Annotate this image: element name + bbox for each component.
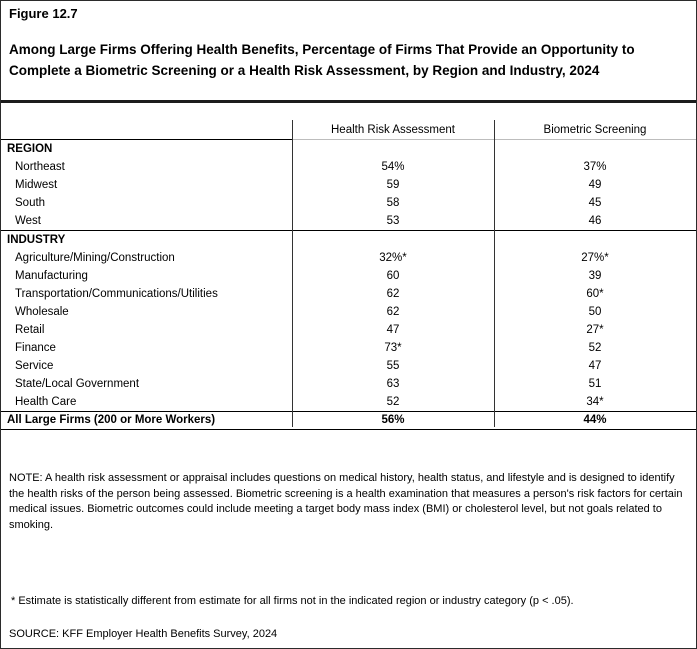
biometric-value: 39 bbox=[588, 270, 602, 282]
hra-value: 54% bbox=[381, 161, 405, 173]
hra-value: 58 bbox=[386, 197, 400, 209]
table-row-transportation-communications-utilities bbox=[1, 285, 696, 303]
table-row-manufacturing bbox=[1, 267, 696, 285]
biometric-value: 27* bbox=[586, 324, 604, 336]
total-hra-value: 56% bbox=[381, 414, 405, 426]
table-row-agriculture-mining-construction bbox=[1, 249, 696, 267]
biometric-value: 60* bbox=[586, 288, 604, 300]
table-row-wholesale bbox=[1, 303, 696, 321]
source-text: SOURCE: KFF Employer Health Benefits Survey, 2024 bbox=[9, 628, 278, 640]
total-row-all-large-firms bbox=[1, 411, 696, 430]
total-biometric-value: 44% bbox=[583, 414, 607, 426]
hra-value: 32%* bbox=[379, 252, 407, 264]
col-header-biometric-screening: Biometric Screening bbox=[494, 120, 696, 140]
biometric-value: 45 bbox=[588, 197, 602, 209]
data-table bbox=[1, 120, 696, 430]
row-label: Wholesale bbox=[15, 306, 69, 318]
figure-number: Figure 12.7 bbox=[9, 6, 78, 21]
row-label: Midwest bbox=[15, 179, 58, 191]
biometric-value: 37% bbox=[583, 161, 607, 173]
column-divider-2 bbox=[494, 120, 495, 427]
biometric-value: 47 bbox=[588, 360, 602, 372]
biometric-value: 49 bbox=[588, 179, 602, 191]
biometric-value: 51 bbox=[588, 378, 602, 390]
table-row-retail bbox=[1, 321, 696, 339]
row-label: West bbox=[15, 215, 41, 227]
hra-value: 59 bbox=[386, 179, 400, 191]
hra-value: 63 bbox=[386, 378, 400, 390]
table-row-service bbox=[1, 357, 696, 375]
row-label: Service bbox=[15, 360, 54, 372]
table-row-health-care bbox=[1, 393, 696, 411]
row-label: Transportation/Communications/Utilities bbox=[15, 288, 218, 300]
note-text: NOTE: A health risk assessment or appraisal includes questions on medical history, health status, and lifestyle and is designed to identify the health risks of the person being assessed. Biometric screening is a health examination that measures a person's risk factors for certain medical issues. Biometric outcomes could include meeting a target body mass index (BMI) or cholesterol level, but not goals related to smoking. bbox=[9, 472, 683, 531]
section-header-industry: INDUSTRY bbox=[7, 234, 66, 246]
footnote-text: * Estimate is statistically different from estimate for all firms not in the indicated region or industry category (p < .05). bbox=[11, 595, 574, 607]
row-label: Retail bbox=[15, 324, 45, 336]
figure-title: Among Large Firms Offering Health Benefits, Percentage of Firms That Provide an Opportunity to Complete a Biometric Screening or a Health Risk Assessment, by Region and Industry, 2024 bbox=[9, 42, 635, 78]
hra-value: 52 bbox=[386, 396, 400, 408]
biometric-value: 46 bbox=[588, 215, 602, 227]
col-header-health-risk-assessment: Health Risk Assessment bbox=[292, 120, 494, 140]
biometric-value: 27%* bbox=[581, 252, 609, 264]
hra-value: 62 bbox=[386, 306, 400, 318]
row-label: Manufacturing bbox=[15, 270, 88, 282]
hra-value: 73* bbox=[384, 342, 402, 354]
section-header-row-region bbox=[1, 140, 696, 158]
table-row-midwest bbox=[1, 176, 696, 194]
row-label: Northeast bbox=[15, 161, 65, 173]
row-label-column-header bbox=[1, 120, 292, 140]
biometric-value: 50 bbox=[588, 306, 602, 318]
total-row-label: All Large Firms (200 or More Workers) bbox=[7, 414, 216, 426]
row-label: Agriculture/Mining/Construction bbox=[15, 252, 175, 264]
table-row-state-local-government bbox=[1, 375, 696, 393]
section-header-row-industry bbox=[1, 230, 696, 249]
hra-value: 60 bbox=[386, 270, 400, 282]
column-divider-1 bbox=[292, 120, 293, 427]
title-divider bbox=[1, 100, 696, 103]
hra-value: 53 bbox=[386, 215, 400, 227]
hra-value: 55 bbox=[386, 360, 400, 372]
table-row-west bbox=[1, 212, 696, 230]
table-row-northeast bbox=[1, 158, 696, 176]
biometric-value: 34* bbox=[586, 396, 604, 408]
row-label: State/Local Government bbox=[15, 378, 140, 390]
section-header-region: REGION bbox=[7, 143, 53, 155]
hra-value: 47 bbox=[386, 324, 400, 336]
hra-value: 62 bbox=[386, 288, 400, 300]
table-header-row bbox=[1, 120, 696, 140]
row-label: South bbox=[15, 197, 46, 209]
row-label: Health Care bbox=[15, 396, 77, 408]
biometric-value: 52 bbox=[588, 342, 602, 354]
row-label: Finance bbox=[15, 342, 56, 354]
table-row-south bbox=[1, 194, 696, 212]
table-row-finance bbox=[1, 339, 696, 357]
